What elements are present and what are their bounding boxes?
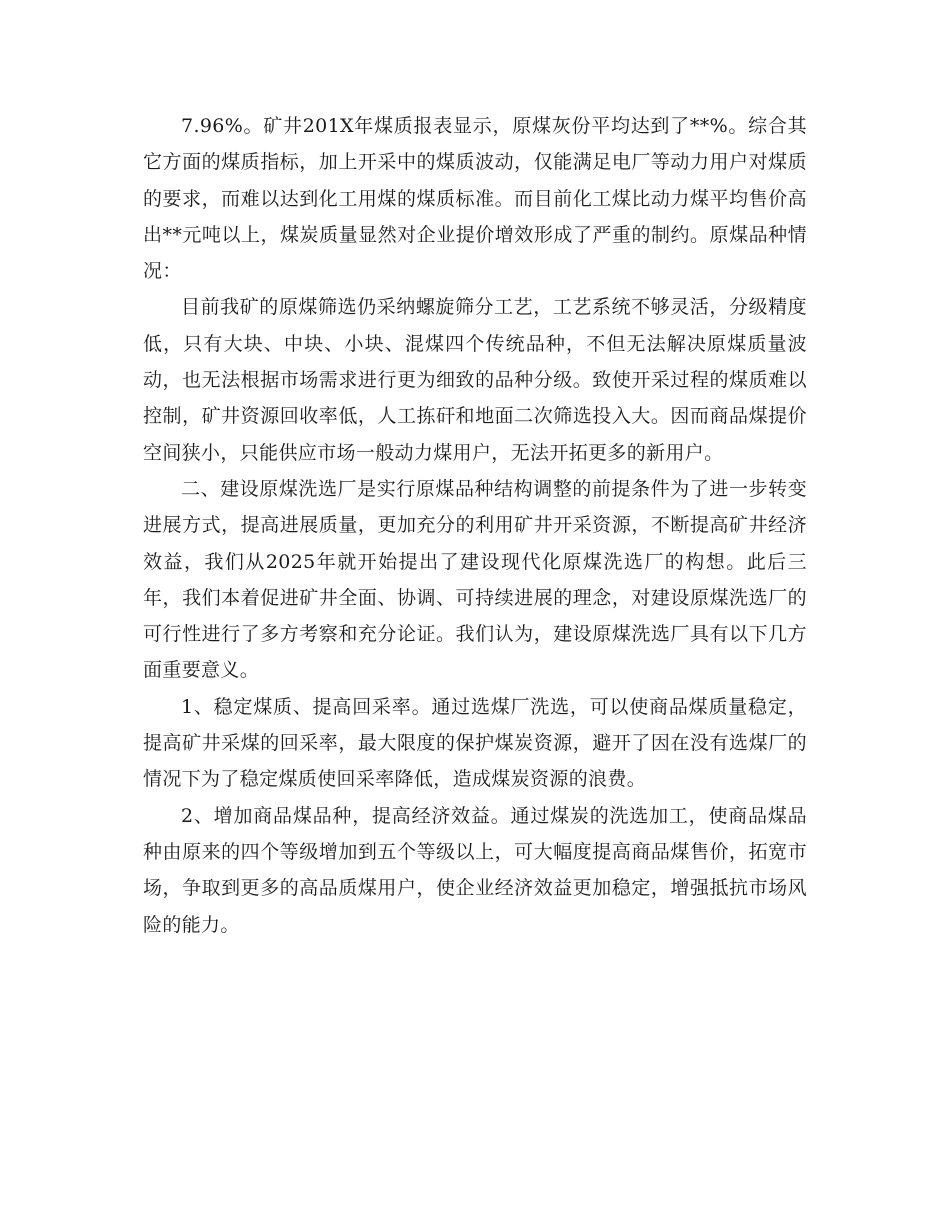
- paragraph-washing-plant: 二、建设原煤洗选厂是实行原煤品种结构调整的前提条件为了进一步转变进展方式，提高进展质量，更加充分的利用矿井开采资源，不断提高矿井经济效益，我们从2025年就开始提出了建设现代化原煤洗选厂的构想。此后三年，我们本着促进矿井全面、协调、可持续进展的理念，对建设原煤洗选厂的可行性进行了多方考察和充分论证。我们认为，建设原煤洗选厂具有以下几方面重要意义。: [143, 477, 807, 682]
- paragraph-point-1: 1、稳定煤质、提高回采率。通过选煤厂洗选，可以使商品煤质量稳定，提高矿井采煤的回采率，最大限度的保护煤炭资源，避开了因在没有选煤厂的情况下为了稳定煤质使回采率降低，造成煤炭资源的浪费。: [143, 695, 807, 791]
- paragraph-screening-process: 目前我矿的原煤筛选仍采纳螺旋筛分工艺，工艺系统不够灵活，分级精度低，只有大块、中块、小块、混煤四个传统品种，不但无法解决原煤质量波动，也无法根据市场需求进行更为细致的品种分级。致使开采过程的煤质难以控制，矿井资源回收率低，人工拣矸和地面二次筛选投入大。因而商品煤提价空间狭小，只能供应市场一般动力煤用户，无法开拓更多的新用户。: [143, 296, 807, 464]
- paragraph-coal-quality: 7.96%。矿井201X年煤质报表显示，原煤灰份平均达到了**%。综合其它方面的煤质指标，加上开采中的煤质波动，仅能满足电厂等动力用户对煤质的要求，而难以达到化工用煤的煤质标准。而目前化工煤比动力煤平均售价高出**元吨以上，煤炭质量显然对企业提价增效形成了严重的制约。原煤品种情况：: [143, 115, 807, 283]
- document-page: [143, 108, 807, 943]
- paragraph-point-2: 2、增加商品煤品种，提高经济效益。通过煤炭的洗选加工，使商品煤品种由原来的四个等级增加到五个等级以上，可大幅度提高商品煤售价，拓宽市场，争取到更多的高品质煤用户，使企业经济效益更加稳定，增强抵抗市场风险的能力。: [143, 804, 807, 936]
